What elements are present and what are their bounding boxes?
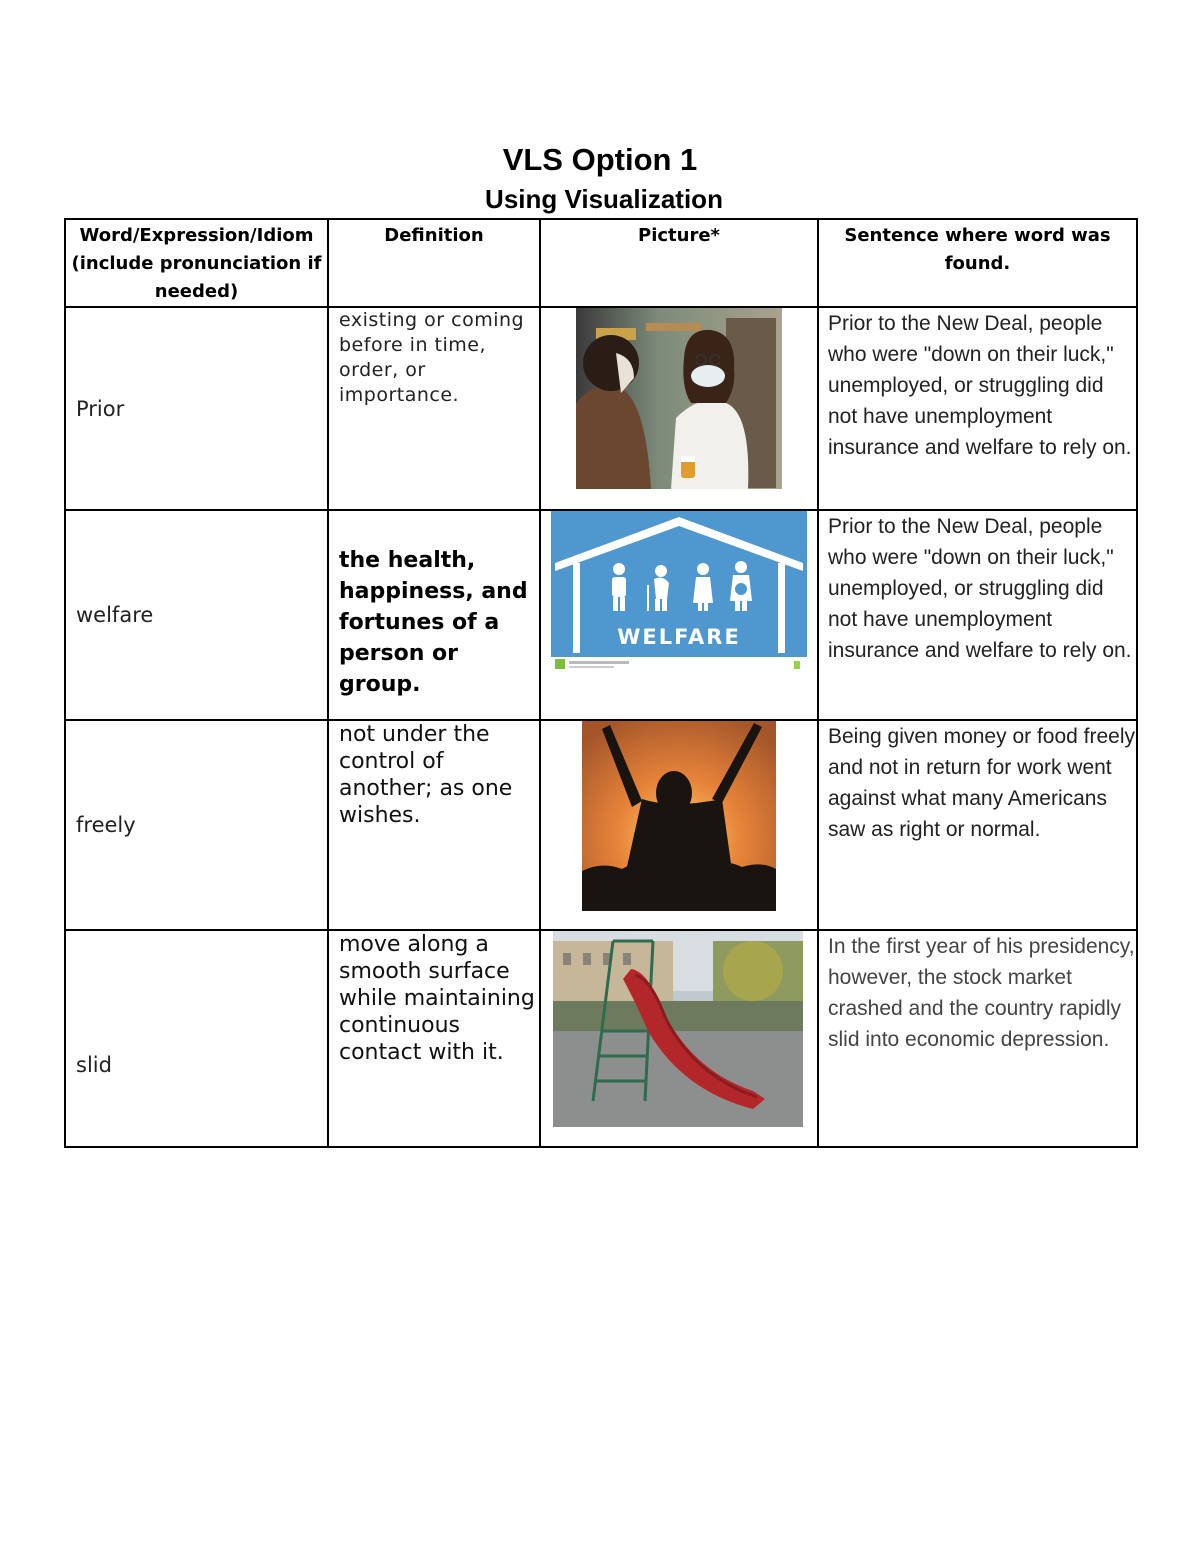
table-row <box>65 307 1137 510</box>
header-definition: Definition <box>328 219 540 307</box>
pharmacist-masks-icon <box>576 308 782 489</box>
definition-cell: existing or coming before in time, order, or importance. <box>328 307 540 510</box>
table-row <box>65 510 1137 720</box>
word-cell: slid <box>65 930 328 1147</box>
header-word: Word/Expression/Idiom (include pronunciation if needed) <box>65 219 328 307</box>
playground-slide-icon <box>553 931 803 1127</box>
page-subtitle: Using Visualization <box>485 184 723 214</box>
table-row <box>65 930 1137 1147</box>
picture-cell <box>540 930 818 1147</box>
table-row <box>65 720 1137 930</box>
header-sentence: Sentence where word was found. <box>818 219 1137 307</box>
definition-cell: move along a smooth surface while maintaining continuous contact with it. <box>328 930 540 1147</box>
header-picture: Picture* <box>540 219 818 307</box>
vocabulary-table <box>64 218 1138 1148</box>
word-cell: freely <box>65 720 328 930</box>
page-title: VLS Option 1 <box>502 142 698 177</box>
welfare-house-icon <box>551 511 807 674</box>
picture-cell <box>540 720 818 930</box>
definition-cell: the health, happiness, and fortunes of a person or group. <box>328 510 540 720</box>
word-cell: welfare <box>65 510 328 720</box>
definition-cell: not under the control of another; as one wishes. <box>328 720 540 930</box>
sentence-cell: Being given money or food freely and not in return for work went against what many Americans saw as right or normal. <box>818 720 1137 930</box>
sentence-cell: In the first year of his presidency, however, the stock market crashed and the country rapidly slid into economic depression. <box>818 930 1137 1147</box>
sentence-cell: Prior to the New Deal, people who were "down on their luck," unemployed, or struggling did not have unemployment insurance and welfare to rely on. <box>818 307 1137 510</box>
welfare-label: WELFARE <box>617 625 741 649</box>
sentence-cell: Prior to the New Deal, people who were "down on their luck," unemployed, or struggling did not have unemployment insurance and welfare to rely on. <box>818 510 1137 720</box>
picture-cell <box>540 307 818 510</box>
picture-cell <box>540 510 818 720</box>
sunset-freedom-icon <box>582 721 776 911</box>
table-header-row <box>65 219 1137 307</box>
word-cell: Prior <box>65 307 328 510</box>
